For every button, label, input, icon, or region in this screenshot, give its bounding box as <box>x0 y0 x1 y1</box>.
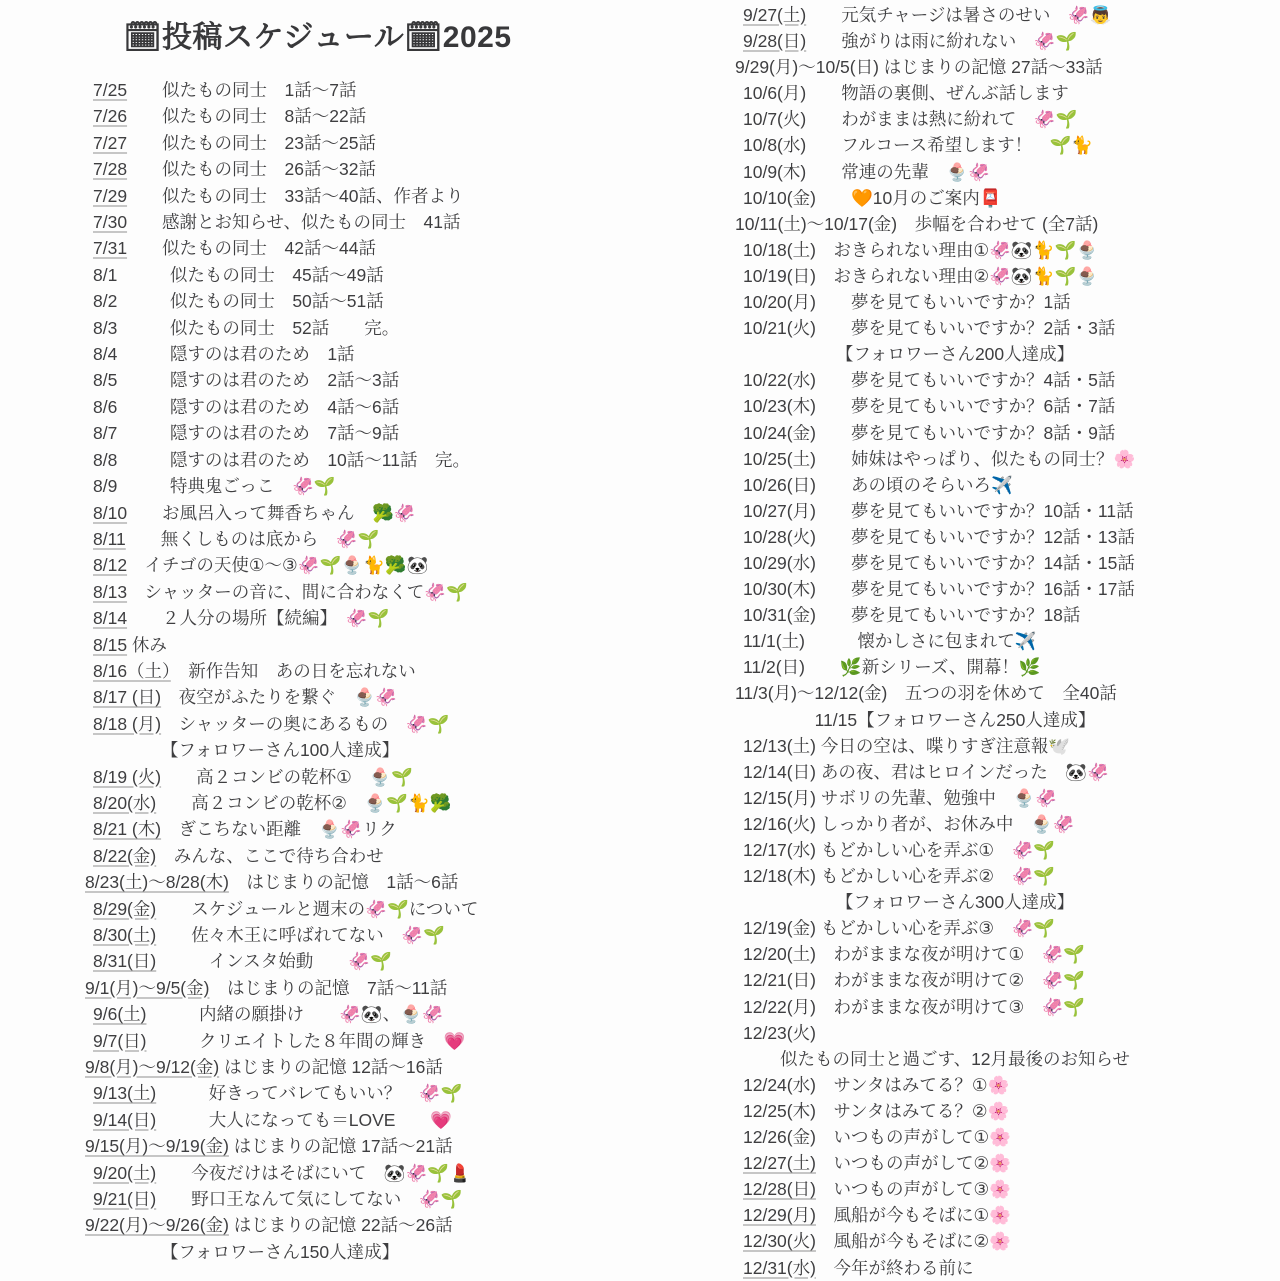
row-date: 12/31(水) <box>743 1257 816 1278</box>
row-text: 野口王なんて気にしてない 🦑🌱 <box>156 1189 463 1210</box>
schedule-row <box>735 420 1210 446</box>
schedule-row <box>85 235 641 261</box>
row-text: 夢を見てもいいですか？2話・3話 <box>815 318 1116 339</box>
schedule-row <box>85 1133 641 1159</box>
row-text: 夢を見てもいいですか？18話 <box>815 605 1081 626</box>
row-date: 12/13(土) <box>743 735 816 756</box>
row-date: 8/21 (木) <box>93 819 162 840</box>
row-date: 10/21(火) <box>743 318 816 339</box>
row-date: 8/3 <box>93 317 118 338</box>
row-date: 10/8(水) <box>743 135 807 156</box>
row-date: 10/22(水) <box>743 370 816 391</box>
row-text: 隠すのは君のため 10話〜11話 完。 <box>117 449 470 470</box>
row-date: 12/16(火) <box>743 813 816 834</box>
row-text: 懐かしさに包まれて✈️ <box>804 631 1037 652</box>
schedule-row <box>735 680 1210 706</box>
page-title: 🗓投稿スケジュール🗓2025 <box>123 21 512 54</box>
row-text: 夢を見てもいいですか？14話・15話 <box>815 552 1135 573</box>
row-text: あの頃のそらいろ✈️ <box>815 474 1013 495</box>
row-text: 常連の先輩 🍨🦑 <box>806 161 990 182</box>
row-date: 12/21(日) <box>743 970 816 991</box>
row-date: 8/16（土） <box>93 660 171 681</box>
row-text: いつもの声がして③🌸 <box>815 1179 1011 1200</box>
row-date: 10/26(日) <box>743 474 816 495</box>
schedule-row <box>735 915 1210 941</box>
schedule-row <box>735 2 1210 28</box>
schedule-row <box>735 733 1210 759</box>
row-text: 🌿新シリーズ、開幕！🌿 <box>804 657 1041 678</box>
row-date: 8/8 <box>93 449 118 470</box>
row-date: 12/29(月) <box>743 1205 816 1226</box>
row-date: 10/30(木) <box>743 579 816 600</box>
milestone-row: 【フォロワーさん100人達成】 <box>160 740 400 761</box>
row-date: 11/3(月)〜12/12(金) <box>735 683 888 704</box>
row-date: 12/15(月) <box>743 787 816 808</box>
row-text: 似たもの同士 33話〜40話、作者より <box>127 185 464 206</box>
schedule-column-right <box>735 0 1210 1281</box>
row-date: 8/29(金) <box>93 898 157 919</box>
schedule-row <box>85 156 641 182</box>
row-date: 12/14(日) <box>743 761 816 782</box>
row-text: わがままな夜が明けて③ 🦑🌱 <box>815 996 1086 1017</box>
schedule-row <box>735 1176 1210 1202</box>
row-text: 夢を見てもいいですか？8話・9話 <box>815 422 1116 443</box>
row-date: 7/26 <box>93 106 128 127</box>
schedule-row <box>735 994 1210 1020</box>
row-text: 🧡10月のご案内📮 <box>815 187 1002 208</box>
row-date: 12/30(火) <box>743 1231 816 1252</box>
row-date: 9/28(日) <box>743 31 807 52</box>
row-date: 10/10(金) <box>743 187 816 208</box>
schedule-rows-left <box>85 77 641 1265</box>
schedule-row <box>85 605 641 631</box>
row-text: はじまりの記憶 1話〜6話 <box>228 872 459 893</box>
row-date: 10/27(月) <box>743 500 816 521</box>
schedule-row <box>85 77 641 103</box>
row-date: 8/17 (日) <box>93 687 162 708</box>
row-text: 休み <box>127 634 167 655</box>
row-text: 隠すのは君のため 4話〜6話 <box>117 396 400 417</box>
schedule-rows-right <box>735 0 1210 1281</box>
row-text: 風船が今もそばに①🌸 <box>815 1205 1011 1226</box>
row-date: 8/18 (月) <box>93 713 162 734</box>
row-text: はじまりの記憶 27話〜33話 <box>878 57 1103 78</box>
row-date: 12/22(月) <box>743 996 816 1017</box>
schedule-row <box>735 941 1210 967</box>
row-date: 9/7(日) <box>93 1030 147 1051</box>
schedule-row <box>85 473 641 499</box>
row-date: 10/28(火) <box>743 526 816 547</box>
schedule-row <box>735 185 1210 211</box>
schedule-row <box>85 130 641 156</box>
row-text: スケジュールと週末の🦑🌱について <box>156 898 479 919</box>
schedule-row <box>735 967 1210 993</box>
schedule-row <box>85 1080 641 1106</box>
milestone-row: 【フォロワーさん200人達成】 <box>835 344 1075 365</box>
row-date: 10/25(土) <box>743 448 816 469</box>
row-date: 12/24(水) <box>743 1074 816 1095</box>
row-date: 8/2 <box>93 291 118 312</box>
row-text: 物語の裏側、ぜんぶ話します <box>806 83 1069 104</box>
row-text: 高２コンビの乾杯② 🍨🌱🐈🥦 <box>156 792 452 813</box>
schedule-column-left <box>85 0 641 1265</box>
row-date: 12/26(金) <box>743 1127 816 1148</box>
row-text: 今年が終わる前に <box>815 1257 974 1278</box>
schedule-row <box>735 759 1210 785</box>
row-date: 8/31(日) <box>93 951 157 972</box>
row-text: 高２コンビの乾杯① 🍨🌱 <box>161 766 413 787</box>
row-text: サンタはみてる？②🌸 <box>815 1100 1010 1121</box>
schedule-row <box>735 863 1210 889</box>
row-text: 似たもの同士 23話〜25話 <box>127 132 376 153</box>
schedule-row <box>85 632 641 658</box>
schedule-row <box>85 579 641 605</box>
row-date: 10/6(月) <box>743 83 807 104</box>
row-date: 10/9(木) <box>743 161 807 182</box>
schedule-row <box>735 602 1210 628</box>
row-text: もどかしい心を弄ぶ② 🦑🌱 <box>815 866 1056 887</box>
schedule-row <box>85 1160 641 1186</box>
row-date: 9/20(土) <box>93 1162 157 1183</box>
row-date: 8/13 <box>93 581 128 602</box>
schedule-row <box>85 843 641 869</box>
row-date: 12/25(木) <box>743 1100 816 1121</box>
schedule-row <box>85 711 641 737</box>
row-text: はじまりの記憶 22話〜26話 <box>228 1215 453 1236</box>
row-text: 隠すのは君のため 1話 <box>117 344 355 365</box>
row-text: フルコース希望します！ 🌱🐈 <box>806 135 1094 156</box>
row-text: 特典鬼ごっこ 🦑🌱 <box>117 476 336 497</box>
schedule-row <box>735 1020 1210 1046</box>
row-text: 感謝とお知らせ、似たもの同士 41話 <box>127 212 461 233</box>
schedule-row <box>85 420 641 446</box>
schedule-row <box>85 500 641 526</box>
row-text: 似たもの同士 42話〜44話 <box>127 238 376 259</box>
row-date: 10/11(土)〜10/17(金) <box>735 213 898 234</box>
row-text: サボリの先輩、勉強中 🍨🦑 <box>815 787 1057 808</box>
row-date: 8/4 <box>93 344 118 365</box>
row-date: 11/1(土) <box>743 631 805 652</box>
row-text: いつもの声がして①🌸 <box>815 1127 1011 1148</box>
row-text: おきられない理由①🦑🐼🐈🌱🍨 <box>815 239 1099 260</box>
schedule-row <box>735 28 1210 54</box>
schedule-row <box>735 315 1210 341</box>
schedule-row <box>735 132 1210 158</box>
row-text: しっかり者が、お休み中 🍨🦑 <box>815 813 1075 834</box>
row-text: ぎこちない距離 🍨🦑リク <box>161 819 397 840</box>
schedule-row <box>735 289 1210 315</box>
schedule-row <box>85 288 641 314</box>
schedule-row <box>85 975 641 1001</box>
row-date: 8/30(土) <box>93 925 157 945</box>
row-text: インスタ始動 🦑🌱 <box>156 951 392 972</box>
row-text: あの夜、君はヒロインだった 🐼🦑 <box>815 761 1109 782</box>
schedule-row <box>85 896 641 922</box>
row-date: 8/11 <box>93 528 126 549</box>
schedule-row <box>735 106 1210 132</box>
schedule-row <box>735 54 1210 80</box>
schedule-row <box>85 658 641 684</box>
row-text: わがままな夜が明けて① 🦑🌱 <box>815 944 1086 965</box>
schedule-row <box>85 209 641 235</box>
row-text: 似たもの同士 1話〜7話 <box>127 80 357 100</box>
schedule-row <box>735 811 1210 837</box>
row-text: お風呂入って舞香ちゃん 🥦🦑 <box>127 502 416 523</box>
row-date: 8/20(水) <box>93 792 157 813</box>
row-date: 10/23(木) <box>743 396 816 417</box>
schedule-row <box>735 654 1210 680</box>
schedule-row <box>735 211 1210 237</box>
milestone-row: 【フォロワーさん150人達成】 <box>160 1241 400 1262</box>
schedule-row <box>735 1072 1210 1098</box>
row-text: 強がりは雨に紛れない 🦑🌱 <box>806 31 1078 52</box>
row-date: 8/5 <box>93 370 118 391</box>
schedule-row <box>85 869 641 895</box>
row-text: もどかしい心を弄ぶ③ 🦑🌱 <box>815 918 1056 939</box>
row-text: シャッターの奥にあるもの 🦑🌱 <box>161 713 450 734</box>
row-text: サンタはみてる？①🌸 <box>815 1074 1010 1095</box>
row-date: 12/23(火) <box>743 1022 816 1043</box>
row-date: 8/23(土)〜8/28(木) <box>85 872 229 893</box>
schedule-row <box>735 1228 1210 1254</box>
schedule-row <box>85 1212 641 1238</box>
schedule-row <box>85 1054 641 1080</box>
schedule-row <box>735 367 1210 393</box>
row-date: 12/27(土) <box>743 1153 816 1174</box>
row-date: 10/29(水) <box>743 552 816 573</box>
row-text: クリエイトした８年間の輝き 💗 <box>146 1030 466 1051</box>
row-date: 7/28 <box>93 159 128 180</box>
row-date: 9/8(月)〜9/12(金) <box>85 1057 220 1078</box>
row-text: 夢を見てもいいですか？6話・7話 <box>815 396 1116 417</box>
schedule-row <box>735 446 1210 472</box>
row-date: 11/2(日) <box>743 657 805 678</box>
row-text: 内緒の願掛け 🦑🐼、🍨🦑 <box>146 1004 444 1025</box>
row-text: 似たもの同士 26話〜32話 <box>127 159 376 180</box>
schedule-row <box>735 1202 1210 1228</box>
row-text: 似たもの同士 52話 完。 <box>117 317 400 338</box>
schedule-row <box>735 785 1210 811</box>
row-text: 似たもの同士 50話〜51話 <box>117 291 384 312</box>
row-text: 無くしものは底から 🦑🌱 <box>125 528 380 549</box>
schedule-row <box>85 183 641 209</box>
row-date: 7/31 <box>93 238 128 259</box>
row-text: 新作告知 あの日を忘れない <box>170 660 416 681</box>
schedule-row <box>735 159 1210 185</box>
schedule-row <box>85 447 641 473</box>
schedule-row <box>85 1107 641 1133</box>
row-text: 夢を見てもいいですか？1話 <box>815 292 1071 313</box>
schedule-row <box>85 816 641 842</box>
row-date: 10/7(火) <box>743 109 807 130</box>
schedule-row <box>735 550 1210 576</box>
row-date: 10/20(月) <box>743 292 816 313</box>
milestone-row: 【フォロワーさん300人達成】 <box>835 892 1075 913</box>
row-date: 8/7 <box>93 423 118 444</box>
row-text: みんな、ここで待ち合わせ <box>156 845 384 866</box>
row-date: 8/10 <box>93 502 128 523</box>
row-text: はじまりの記憶 12話〜16話 <box>219 1057 443 1078</box>
row-text: ２人分の場所【続編】 🦑🌱 <box>127 608 390 629</box>
row-text: 夜空がふたりを繋ぐ 🍨🦑 <box>161 687 398 708</box>
row-date: 10/19(日) <box>743 265 816 286</box>
schedule-row <box>735 472 1210 498</box>
schedule-row <box>85 1028 641 1054</box>
row-date: 10/24(金) <box>743 422 816 443</box>
schedule-row <box>735 1124 1210 1150</box>
schedule-row <box>85 341 641 367</box>
row-text: 歩幅を合わせて (全7話) <box>897 213 1099 234</box>
row-date: 9/13(土) <box>93 1083 157 1104</box>
row-text: 大人になっても＝LOVE 💗 <box>156 1109 453 1130</box>
row-text: 元気チャージは暑さのせい 🦑👼 <box>806 5 1112 25</box>
row-date: 8/19 (火) <box>93 766 162 787</box>
schedule-row <box>85 367 641 393</box>
schedule-row <box>735 576 1210 602</box>
row-text: 隠すのは君のため 2話〜3話 <box>117 370 400 391</box>
schedule-row <box>735 498 1210 524</box>
schedule-row <box>85 552 641 578</box>
schedule-row <box>735 1098 1210 1124</box>
row-date: 7/30 <box>93 212 128 233</box>
schedule-row <box>735 837 1210 863</box>
row-text: 夢を見てもいいですか？12話・13話 <box>815 526 1135 547</box>
schedule-row <box>85 394 641 420</box>
row-date: 8/22(金) <box>93 845 157 866</box>
schedule-row <box>85 684 641 710</box>
schedule-row <box>735 1150 1210 1176</box>
row-date: 12/18(木) <box>743 866 816 887</box>
row-date: 7/27 <box>93 132 128 153</box>
row-date: 10/31(金) <box>743 605 816 626</box>
schedule-row <box>85 262 641 288</box>
row-text: 好きってバレてもいい？ 🦑🌱 <box>156 1083 463 1104</box>
schedule-row <box>85 948 641 974</box>
row-date: 9/27(土) <box>743 5 807 25</box>
row-text: 似たもの同士 8話〜22話 <box>127 106 367 127</box>
row-text: 夢を見てもいいですか？4話・5話 <box>815 370 1116 391</box>
schedule-row <box>735 628 1210 654</box>
row-date: 8/15 <box>93 634 128 655</box>
schedule-row <box>735 237 1210 263</box>
row-text: 夢を見てもいいですか？16話・17話 <box>815 579 1135 600</box>
row-text: 今夜だけはそばにいて 🐼🦑🌱💄 <box>156 1162 471 1183</box>
schedule-row <box>85 526 641 552</box>
row-date: 10/18(土) <box>743 239 816 260</box>
schedule-row <box>735 393 1210 419</box>
schedule-row <box>85 764 641 790</box>
row-text: いつもの声がして②🌸 <box>815 1153 1011 1174</box>
row-text: 似たもの同士 45話〜49話 <box>117 264 384 285</box>
row-date: 9/15(月)〜9/19(金) <box>85 1136 229 1157</box>
row-date: 9/21(日) <box>93 1189 157 1210</box>
row-text: わがままな夜が明けて② 🦑🌱 <box>815 970 1086 991</box>
row-text: わがままは熱に紛れて 🦑🌱 <box>806 109 1078 130</box>
row-text: 姉妹はやっぱり、似たもの同士？🌸 <box>815 448 1136 469</box>
row-text: はじまりの記憶 17話〜21話 <box>228 1136 453 1157</box>
row-text: はじまりの記憶 7話〜11話 <box>209 977 448 998</box>
schedule-row <box>85 1001 641 1027</box>
row-date: 9/22(月)〜9/26(金) <box>85 1215 229 1236</box>
row-text: 隠すのは君のため 7話〜9話 <box>117 423 400 444</box>
row-date: 8/14 <box>93 608 128 629</box>
row-text: 五つの羽を休めて 全40話 <box>887 683 1117 704</box>
row-text: もどかしい心を弄ぶ① 🦑🌱 <box>815 840 1056 860</box>
schedule-row <box>85 922 641 948</box>
row-date: 8/6 <box>93 396 118 417</box>
row-date: 12/19(金) <box>743 918 816 939</box>
row-date: 12/17(水) <box>743 840 816 860</box>
row-text: シャッターの音に、間に合わなくて🦑🌱 <box>127 581 468 602</box>
schedule-row <box>85 790 641 816</box>
row-text: イチゴの天使①〜③🦑🌱🍨🐈🥦🐼 <box>127 555 429 576</box>
milestone-row: 似たもの同士と過ごす、12月最後のお知らせ <box>779 1048 1131 1069</box>
row-date: 8/1 <box>93 264 118 285</box>
row-date: 7/29 <box>93 185 128 206</box>
row-date: 8/9 <box>93 476 118 497</box>
row-date: 9/29(月)〜10/5(日) <box>735 57 879 78</box>
row-date: 8/12 <box>93 555 128 576</box>
schedule-row <box>85 1186 641 1212</box>
row-date: 12/28(日) <box>743 1179 816 1200</box>
row-date: 9/14(日) <box>93 1109 157 1130</box>
schedule-row <box>735 263 1210 289</box>
row-text: 今日の空は、喋りすぎ注意報🕊️ <box>815 735 1071 756</box>
schedule-row <box>735 524 1210 550</box>
schedule-row <box>85 103 641 129</box>
row-text: おきられない理由②🦑🐼🐈🌱🍨 <box>815 265 1099 286</box>
row-date: 9/6(土) <box>93 1004 147 1025</box>
row-text: 風船が今もそばに②🌸 <box>815 1231 1011 1252</box>
row-text: 佐々木王に呼ばれてない 🦑🌱 <box>156 925 445 945</box>
schedule-row <box>735 80 1210 106</box>
milestone-row: 11/15【フォロワーさん250人達成】 <box>814 709 1096 730</box>
row-date: 12/20(土) <box>743 944 816 965</box>
row-date: 7/25 <box>93 80 128 100</box>
row-date: 9/1(月)〜9/5(金) <box>85 977 210 998</box>
row-text: 夢を見てもいいですか？10話・11話 <box>815 500 1134 521</box>
schedule-row <box>85 315 641 341</box>
schedule-row <box>735 1255 1210 1281</box>
